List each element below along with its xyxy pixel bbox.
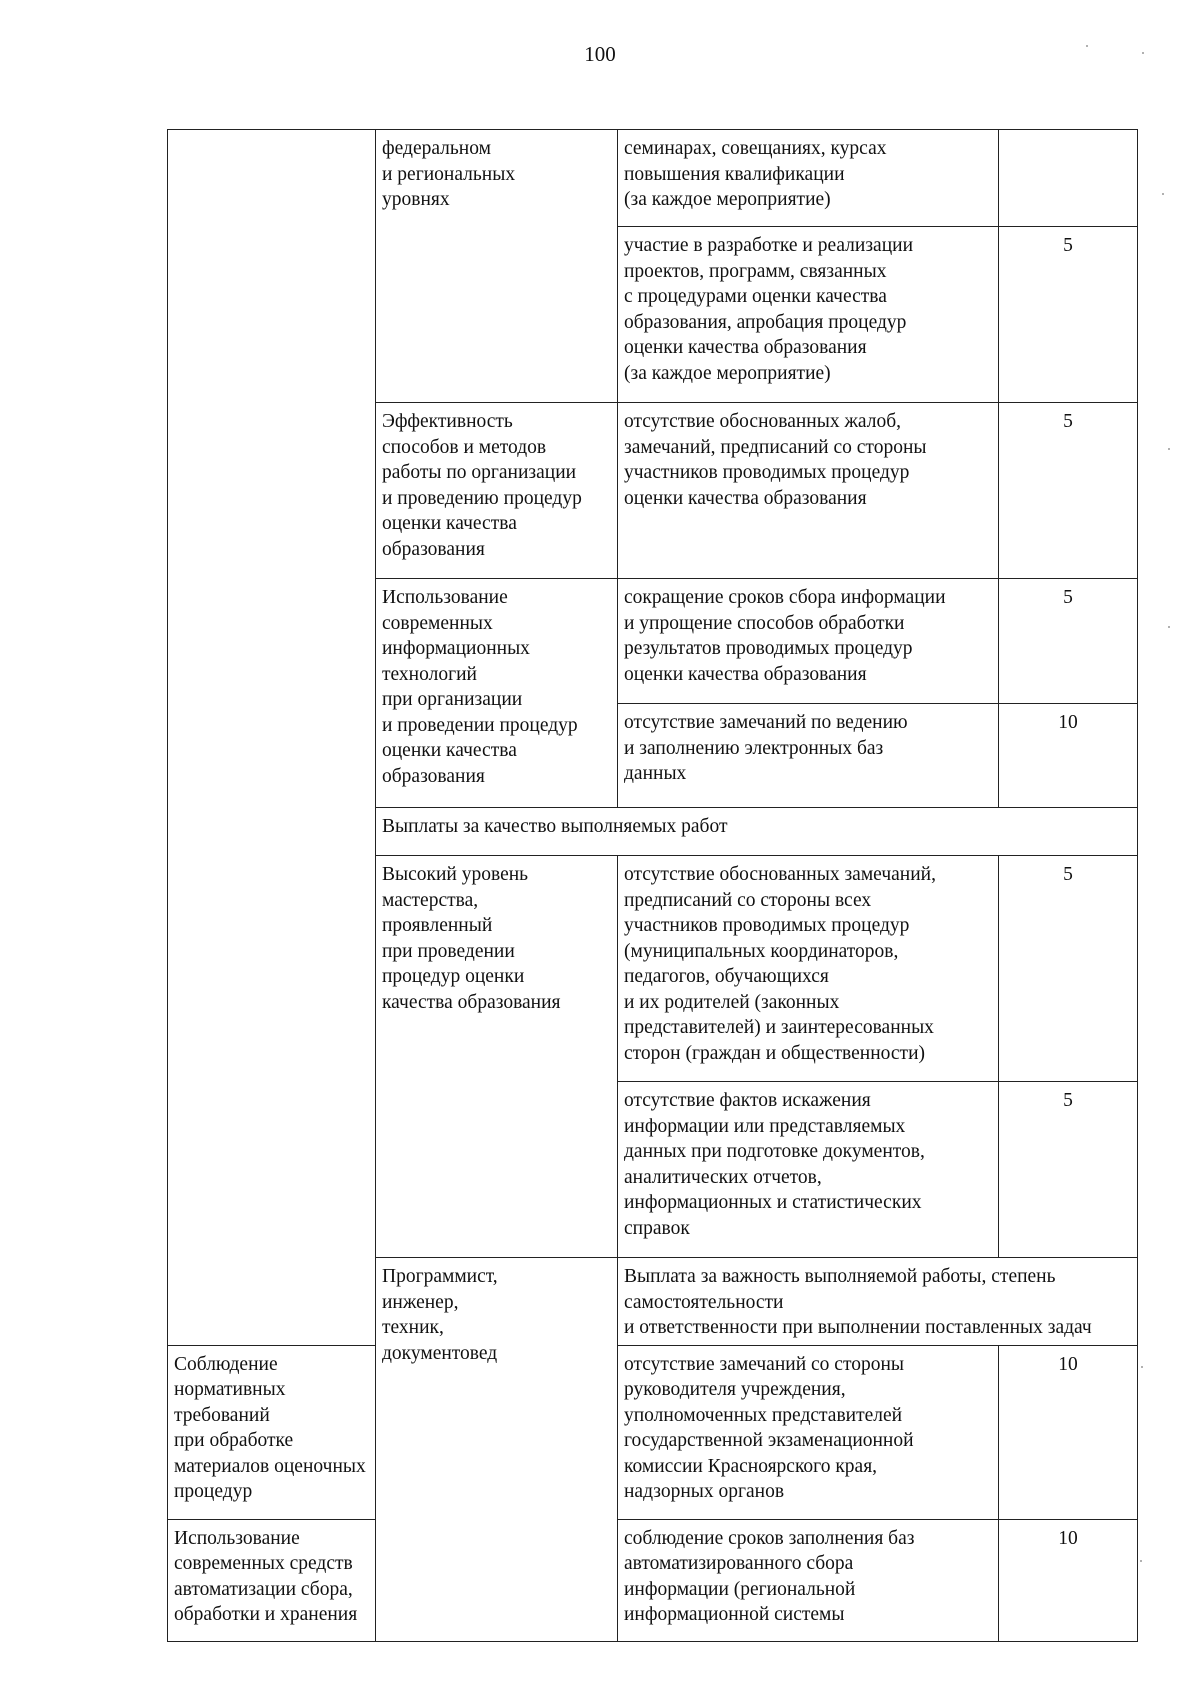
scan-speck [1168, 626, 1170, 628]
points-cell: 5 [999, 403, 1138, 579]
indicator-cell: сокращение сроков сбора информации и упрощение способов обработки результатов проводимых процедур оценки качества образования [618, 579, 999, 704]
scan-speck [1140, 1560, 1142, 1562]
points-cell: 5 [999, 856, 1138, 1082]
scan-speck [1141, 1366, 1143, 1368]
scan-speck [1086, 45, 1088, 47]
indicator-cell: отсутствие фактов искажения информации или представляемых данных при подготовке документов, аналитических отчетов, информационных и статистических справок [618, 1082, 999, 1258]
points-cell: 10 [999, 1519, 1138, 1641]
points-cell: 5 [999, 227, 1138, 403]
criterion-cell: Использование современных средств автоматизации сбора, обработки и хранения [168, 1519, 376, 1641]
indicator-cell: отсутствие обоснованных замечаний, предписаний со стороны всех участников проводимых процедур (муниципальных координаторов, педагогов, обучающихся и их родителей (законных представителей) и заинтересованных сторон (граждан и общественности) [618, 856, 999, 1082]
points-cell: 10 [999, 704, 1138, 808]
indicator-cell: участие в разработке и реализации проектов, программ, связанных с процедурами оценки качества образования, апробация процедур оценки качества образования (за каждое мероприятие) [618, 227, 999, 403]
indicator-cell: соблюдение сроков заполнения баз автоматизированного сбора информации (региональной информационной системы [618, 1519, 999, 1641]
criterion-cell: Эффективность способов и методов работы по организации и проведению процедур оценки качества образования [376, 403, 618, 579]
indicator-cell: отсутствие замечаний со стороны руководителя учреждения, уполномоченных представителей государственной экзаменационной комиссии Красноярского края, надзорных органов [618, 1345, 999, 1519]
position-cell: Программист, инженер, техник, документовед [376, 1258, 618, 1642]
points-cell: 5 [999, 1082, 1138, 1258]
scan-speck [1162, 193, 1164, 195]
indicator-cell: семинарах, совещаниях, курсах повышения квалификации (за каждое мероприятие) [618, 130, 999, 227]
indicator-cell: отсутствие обоснованных жалоб, замечаний, предписаний со стороны участников проводимых процедур оценки качества образования [618, 403, 999, 579]
points-cell [999, 130, 1138, 227]
criterion-cell: Соблюдение нормативных требований при обработке материалов оценочных процедур [168, 1345, 376, 1519]
section-heading: Выплата за важность выполняемой работы, степень самостоятельности и ответственности при выполнении поставленных задач [618, 1258, 1138, 1346]
indicator-cell: отсутствие замечаний по ведению и заполнению электронных баз данных [618, 704, 999, 808]
criterion-cell: Высокий уровень мастерства, проявленный при проведении процедур оценки качества образования [376, 856, 618, 1258]
criterion-cell: федеральном и региональных уровнях [376, 130, 618, 403]
table-row [168, 1345, 1138, 1519]
scan-speck [1142, 52, 1144, 54]
table-row [168, 1519, 1138, 1641]
criterion-cell: Использование современных информационных технологий при организации и проведении процедур оценки качества образования [376, 579, 618, 808]
payments-criteria-table [167, 129, 1138, 1642]
page-number: 100 [584, 42, 616, 66]
position-cell [168, 130, 376, 1346]
section-heading: Выплаты за качество выполняемых работ [376, 808, 1138, 856]
scan-speck [1168, 448, 1170, 450]
points-cell: 5 [999, 579, 1138, 704]
points-cell: 10 [999, 1345, 1138, 1519]
table-row [168, 130, 1138, 227]
